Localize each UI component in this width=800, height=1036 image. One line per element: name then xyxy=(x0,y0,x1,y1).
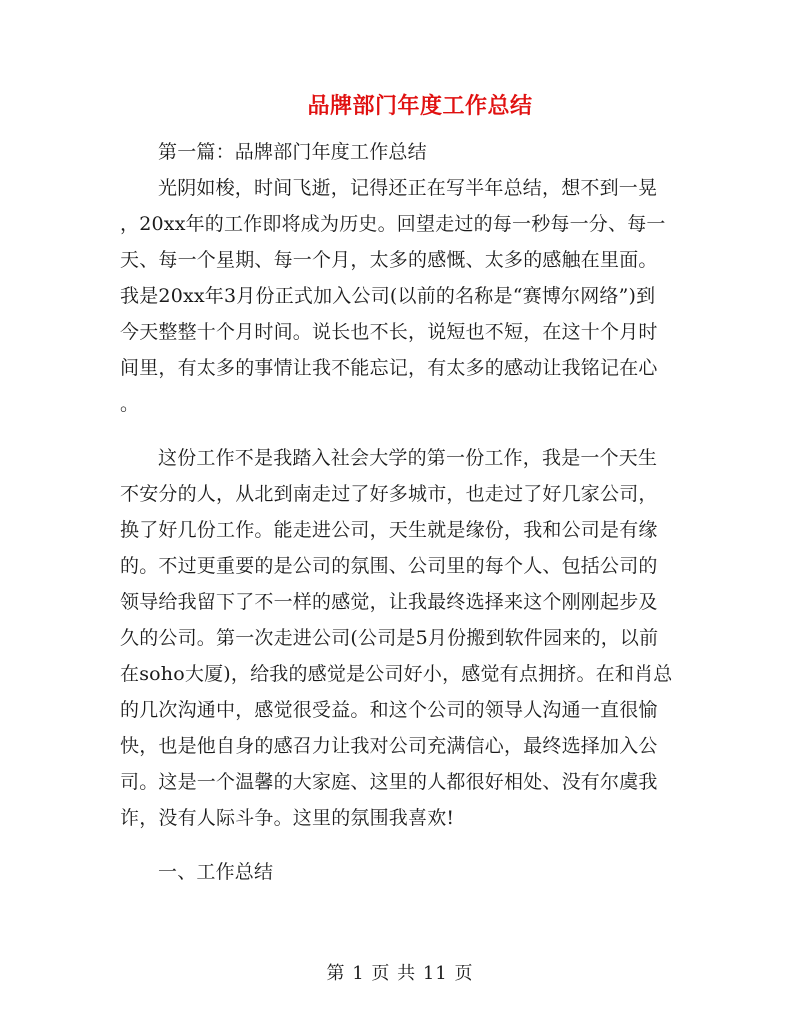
section-heading: 一、工作总结 xyxy=(158,861,274,883)
paragraph-line: 不安分的人，从北到南走过了好多城市，也走过了好几家公司， xyxy=(120,483,658,505)
paragraph-1 xyxy=(120,170,680,422)
document-body xyxy=(120,134,680,890)
paragraph-line: 这份工作不是我踏入社会大学的第一份工作，我是一个天生 xyxy=(158,447,658,469)
paragraph-line: 今天整整十个月时间。说长也不长，说短也不短，在这十个月时 xyxy=(120,321,658,343)
paragraph-line: 的。不过更重要的是公司的氛围、公司里的每个人、包括公司的 xyxy=(120,555,658,577)
document-title: 品牌部门年度工作总结 xyxy=(307,94,533,119)
paragraph-2 xyxy=(120,440,680,836)
paragraph-line: ，20xx年的工作即将成为历史。回望走过的每一秒每一分、每一 xyxy=(120,213,666,235)
paragraph-gap xyxy=(120,836,680,854)
paragraph-line: 司。这是一个温馨的大家庭、这里的人都很好相处、没有尔虞我 xyxy=(120,771,658,793)
paragraph-line: 在soho大厦)，给我的感觉是公司好小，感觉有点拥挤。在和肖总 xyxy=(120,663,673,685)
subtitle: 第一篇：品牌部门年度工作总结 xyxy=(158,141,427,163)
paragraph-line: 久的公司。第一次走进公司(公司是5月份搬到软件园来的，以前 xyxy=(120,627,659,649)
paragraph-line: 快，也是他自身的感召力让我对公司充满信心，最终选择加入公 xyxy=(120,735,658,757)
paragraph-line: 光阴如梭，时间飞逝，记得还正在写半年总结，想不到一晃 xyxy=(158,177,658,199)
paragraph-line: 。 xyxy=(120,393,140,415)
page-number-footer: 第 1 页 共 11 页 xyxy=(326,963,474,984)
paragraph-line: 间里，有太多的事情让我不能忘记，有太多的感动让我铭记在心 xyxy=(120,357,658,379)
paragraph-line: 我是20xx年3月份正式加入公司(以前的名称是“赛博尔网络”)到 xyxy=(120,285,656,307)
paragraph-line: 领导给我留下了不一样的感觉，让我最终选择来这个刚刚起步及 xyxy=(120,591,658,613)
paragraph-line: 的几次沟通中，感觉很受益。和这个公司的领导人沟通一直很愉 xyxy=(120,699,658,721)
paragraph-line: 天、每一个星期、每一个月，太多的感慨、太多的感触在里面。 xyxy=(120,249,658,271)
paragraph-line: 换了好几份工作。能走进公司，天生就是缘份，我和公司是有缘 xyxy=(120,519,658,541)
paragraph-gap xyxy=(120,422,680,440)
paragraph-line: 诈，没有人际斗争。这里的氛围我喜欢! xyxy=(120,807,455,829)
